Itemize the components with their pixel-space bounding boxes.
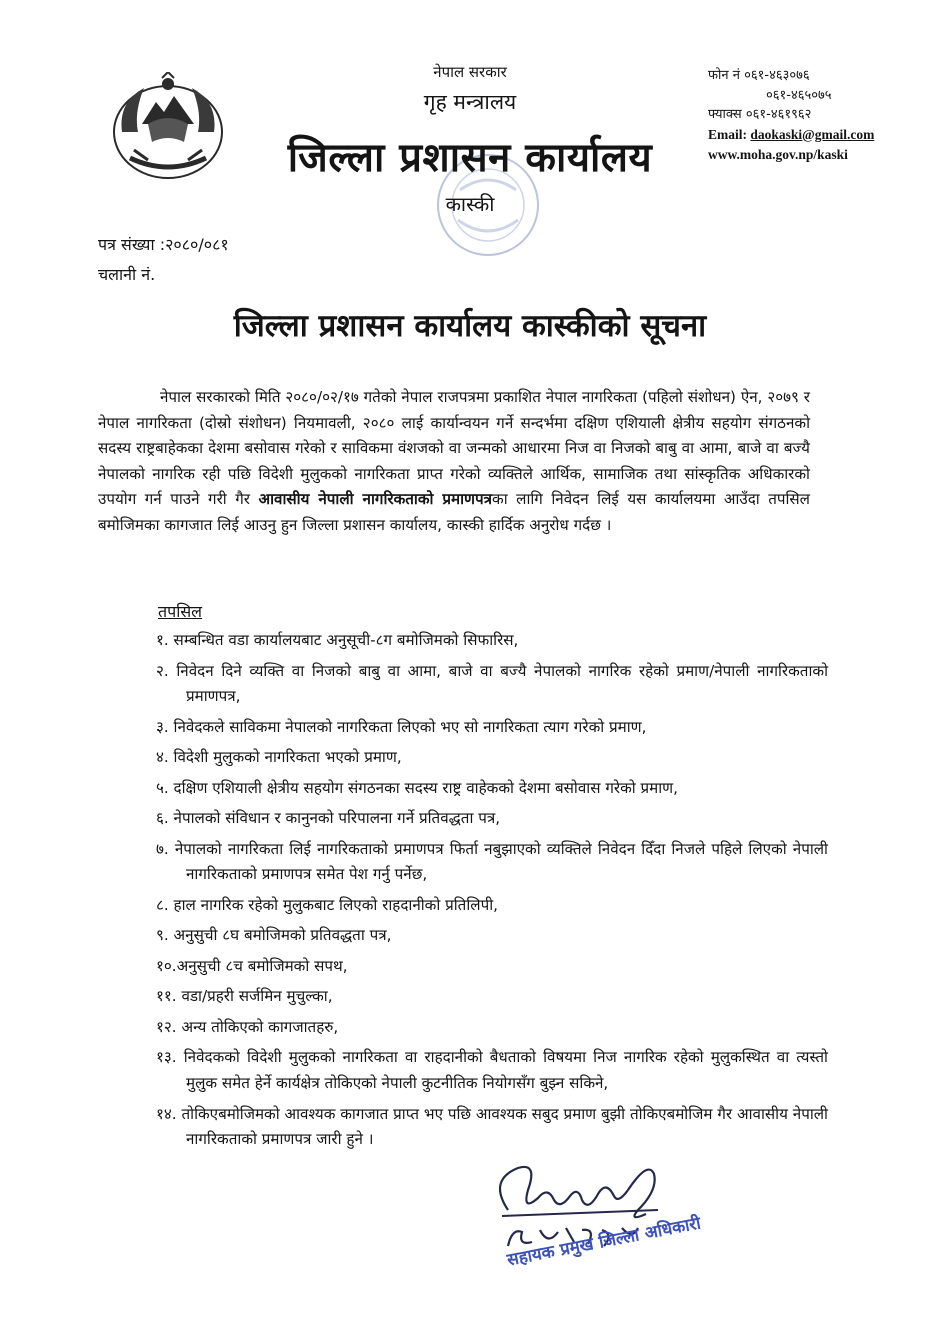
district-name: कास्की <box>445 192 495 216</box>
list-item: २. निवेदन दिने व्यक्ति वा निजको बाबु वा आमा, बाजे वा बज्यै नेपालको नागरिक रहेको प्रमाण/नेपाली नागरिकताको प्रमाणपत्र, <box>156 661 828 706</box>
list-item: ३. निवेदकले साविकमा नेपालको नागरिकता लिएको भए सो नागरिकता त्याग गरेको प्रमाण, <box>156 717 647 736</box>
phone-label: फोन नं <box>708 68 740 83</box>
list-item: १२. अन्य तोकिएको कागजातहरु, <box>156 1017 339 1036</box>
website-link[interactable]: www.moha.gov.np/kaski <box>708 146 848 162</box>
notice-body-part-2: का लागि निवेदन लिई यस कार्यालयमा आउँदा तपसिल बमोजिमका कागजात लिई आउनु हुन जिल्ला प्रशासन कार्यालय, कास्की हार्दिक अनुरोध गर्दछ । <box>98 490 810 534</box>
nepal-emblem-icon <box>104 72 232 184</box>
reference-block <box>98 230 229 289</box>
notice-body-bold: आवासीय नेपाली नागरिकताको प्रमाणपत्र <box>258 490 493 509</box>
phone-number-1: ०६१-४६३०७६ <box>744 68 810 83</box>
dispatch-number-label: चलानी नं. <box>98 264 156 284</box>
fax-line <box>708 105 928 125</box>
list-item: १. सम्बन्धित वडा कार्यालयबाट अनुसूची-८ग बमोजिमको सिफारिस, <box>156 631 519 649</box>
list-item: १०.अनुसुची ८च बमोजिमको सपथ, <box>156 956 348 975</box>
list-item: ७. नेपालको नागरिकता लिई नागरिकताको प्रमाणपत्र फिर्ता नबुझाएको व्यक्तिले निवेदन दिँदा निजले पहिले लिएको नेपाली नागरिकताको प्रमाणपत्र समेत पेश गर्नु पर्नेछ, <box>156 839 828 884</box>
letter-number-line <box>98 230 229 260</box>
requirements-list <box>156 628 828 1158</box>
government-name: नेपाल सरकार <box>433 63 507 81</box>
list-item: ४. विदेशी मुलुकको नागरिकता भएको प्रमाण, <box>156 748 402 767</box>
letter-number-label: पत्र संख्या : <box>98 235 166 254</box>
list-title: तपसिल <box>158 602 203 621</box>
letter-number: २०८०/०८१ <box>165 235 229 254</box>
notice-body <box>98 385 810 538</box>
email-label: Email: <box>708 126 747 142</box>
ministry-name: गृह मन्त्रालय <box>423 90 517 114</box>
office-name: जिल्ला प्रशासन कार्यालय <box>287 135 653 181</box>
notice-body-part-1: नेपाल सरकारको मिति २०८०/०२/१७ गतेको नेपाल राजपत्रमा प्रकाशित नेपाल नागरिकता (पहिलो संशोधन) ऐन, २०७९ र नेपाल नागरिकता (दोस्रो संशोधन) नियमावली, २०८० लाई कार्यान्वयन गर्ने सन्दर्भमा दक्षिण एशियाली क्षेत्रीय सहयोग संगठनको सदस्य राष्ट्रबाहेकका देशमा बसोवास गरेको र साविकमा वंशजको वा जन्मको आधारमा निज वा निजको बाबु वा आमा, बाजे वा बज्यै नेपालको नागरिक रही पछि विदेशी मुलुकको नागरिकता प्राप्त गरेको व्यक्तिले आर्थिक, सामाजिक तथा सांस्कृतिक अधिकारको उपयोग गर्न पाउने गरी गैर <box>98 388 810 509</box>
contact-block <box>708 66 928 165</box>
phone-number-2: ०६१-४६५०७५ <box>766 87 832 103</box>
list-item: ९. अनुसुची ८घ बमोजिमको प्रतिवद्धता पत्र, <box>156 926 392 945</box>
notice-title: जिल्ला प्रशासन कार्यालय कास्कीको सूचना <box>233 308 707 344</box>
list-item: ५. दक्षिण एशियाली क्षेत्रीय सहयोग संगठनका सदस्य राष्ट्र वाहेकको देशमा बसोवास गरेको प्रमाण, <box>156 778 678 797</box>
list-item: ६. नेपालको संविधान र कानुनको परिपालना गर्ने प्रतिवद्धता पत्र, <box>156 809 501 828</box>
list-item: १३. निवेदकको विदेशी मुलुकको नागरिकता वा राहदानीको बैधताको विषयमा निज नागरिक रहेको मुलुकस्थित वा त्यस्तो मुलुक समेत हेर्ने कार्यक्षेत्र तोकिएको नेपाली कुटनीतिक नियोगसँग बुझ्न सकिने, <box>156 1048 828 1092</box>
officer-stamp: सहायक प्रमुख जिल्ला अधिकारी <box>505 1213 703 1271</box>
phone-line <box>708 66 928 86</box>
fax-number: ०६१-४६१९६२ <box>745 107 812 122</box>
fax-label: फ्याक्स <box>708 107 742 122</box>
email-link[interactable]: daokaski@gmail.com <box>750 126 875 142</box>
list-item: ११. वडा/प्रहरी सर्जमिन मुचुल्का, <box>156 987 333 1006</box>
list-item: १४. तोकिएबमोजिमको आवश्यक कागजात प्राप्त भए पछि आवश्यक सबुद प्रमाण बुझी तोकिएबमोजिम गैर आवासीय नेपाली नागरिकताको प्रमाणपत्र जारी हुने । <box>156 1104 828 1149</box>
list-item: ८. हाल नागरिक रहेको मुलुकबाट लिएको राहदानीको प्रतिलिपी, <box>156 895 498 914</box>
email-line <box>708 125 928 145</box>
